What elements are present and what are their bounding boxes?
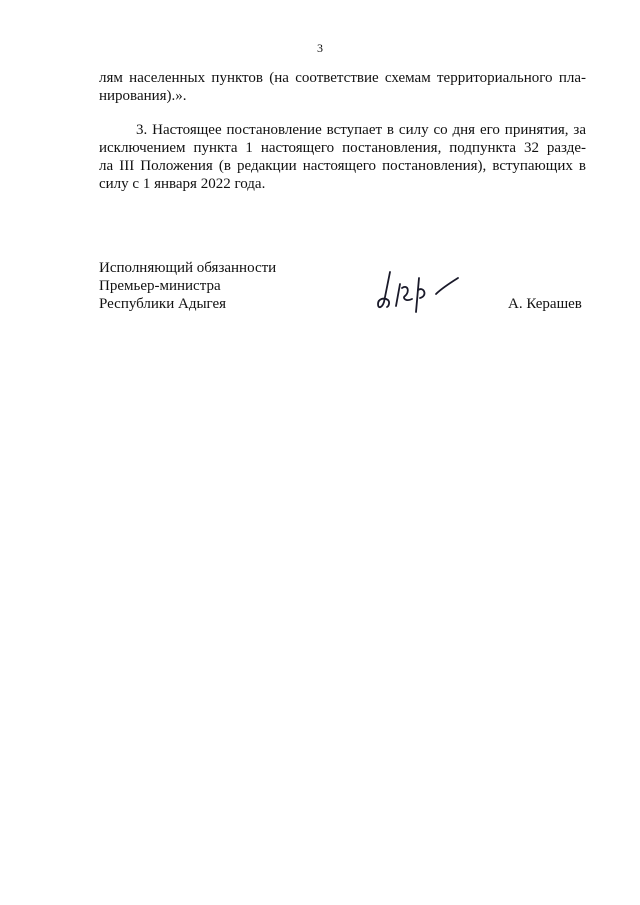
body-text-line: 3. Настоящее постановление вступает в силу со дня его принятия, за xyxy=(136,122,586,138)
body-text-line: ла III Положения (в редакции настоящего постановления), вступающих в xyxy=(99,158,586,174)
signer-name: А. Керашев xyxy=(508,296,582,312)
handwritten-signature xyxy=(372,266,464,316)
signatory-position-line: Республики Адыгея xyxy=(99,296,227,312)
page-number: 3 xyxy=(317,41,323,55)
body-text-line: исключением пункта 1 настоящего постановления, подпункта 32 разде- xyxy=(99,140,586,156)
body-text-line: нирования).». xyxy=(99,88,187,104)
body-text-line: силу с 1 января 2022 года. xyxy=(99,176,266,192)
signatory-position-line: Премьер-министра xyxy=(99,278,221,294)
signatory-position-line: Исполняющий обязанности xyxy=(99,260,277,276)
body-text-line: лям населенных пунктов (на соответствие схемам территориального пла- xyxy=(99,70,586,86)
